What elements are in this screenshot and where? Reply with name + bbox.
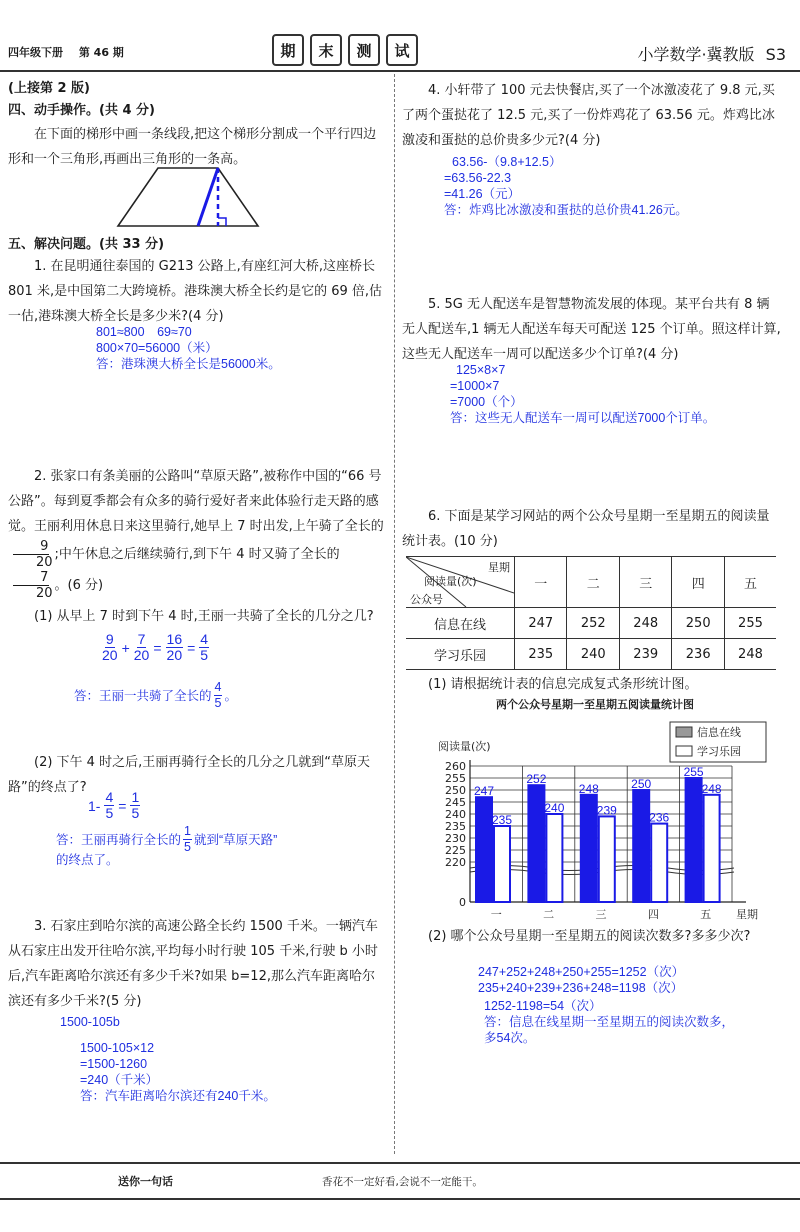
bar-series2 bbox=[704, 795, 720, 902]
q5-answer4: 答：这些无人配送车一周可以配送7000个订单。 bbox=[450, 411, 716, 425]
q3-answer0: 1500-105b bbox=[60, 1015, 120, 1029]
footer-label: 送你一句话 bbox=[118, 1175, 173, 1188]
corner-label-account: 公众号 bbox=[410, 593, 443, 606]
section5-title: 五、解决问题。(共 33 分) bbox=[8, 237, 165, 252]
q4-answer4: 答：炸鸡比冰激凌和蛋挞的总价贵41.26元。 bbox=[444, 203, 688, 217]
y-tick-label: 220 bbox=[445, 856, 466, 869]
bar-value-label: 236 bbox=[649, 810, 670, 825]
table-cell: 239 bbox=[619, 639, 671, 670]
bar-value-label: 248 bbox=[701, 781, 722, 796]
q6-sub2: (2) 哪个公众号星期一至星期五的阅读次数多?多多少次? bbox=[428, 929, 751, 944]
table-cell: 252 bbox=[567, 608, 619, 639]
title-char: 试 bbox=[386, 34, 418, 66]
title-char: 测 bbox=[348, 34, 380, 66]
q2-text-c: 。(6 分) bbox=[54, 578, 104, 593]
bar-series1 bbox=[633, 790, 649, 902]
fraction: $\frac{9}{20}$ bbox=[102, 631, 118, 663]
q6-answer1: 247+252+248+250+255=1252（次） bbox=[478, 965, 685, 979]
bar-value-label: 248 bbox=[578, 781, 599, 796]
q2-answer2-line2: 的终点了。 bbox=[56, 853, 119, 867]
bar-series1 bbox=[476, 797, 492, 902]
x-tick-label: 一 bbox=[490, 908, 502, 921]
fraction: $\frac{16}{20}$ bbox=[166, 631, 183, 663]
q6-answer4: 答：信息在线星期一至星期五的阅读次数多， bbox=[484, 1015, 735, 1029]
q3-answer4: 答：汽车距离哈尔滨还有240千米。 bbox=[80, 1089, 276, 1103]
chart-title: 两个公众号星期一至星期五阅读量统计图 bbox=[496, 698, 694, 711]
legend-label-series1: 信息在线 bbox=[697, 726, 741, 739]
bar-value-label: 250 bbox=[631, 777, 652, 791]
q2-answer1: 答：王丽一共骑了全长的 $\frac{4}{5}$ 。 bbox=[74, 680, 237, 710]
q2-text-a: 2. 张家口有条美丽的公路叫“草原天路”,被称作中国的“66 号公路”。每到夏季都会有众多的骑行爱好者来此体验行走天路的感觉。王丽利用休息日来这里骑行,她早上 7 时出发,上午骑了全长的 bbox=[8, 469, 384, 534]
y-tick-label: 0 bbox=[459, 896, 466, 909]
grade-label: 四年级下册 bbox=[8, 46, 63, 59]
footer-bar bbox=[0, 1162, 800, 1200]
table-cell: 240 bbox=[567, 639, 619, 670]
table-cell: 236 bbox=[672, 639, 724, 670]
q3-text: 3. 石家庄到哈尔滨的高速公路全长约 1500 千米。一辆汽车从石家庄出发开往哈尔滨,平均每小时行驶 105 千米,行驶 b 小时后,汽车距离哈尔滨还有多少千米?如果 b=12,那么汽车距离哈尔滨还有多少千米?(5 分) bbox=[8, 919, 378, 1009]
bar-series1 bbox=[528, 785, 544, 902]
table-header-row bbox=[406, 557, 776, 608]
y-tick-label: 250 bbox=[445, 784, 466, 797]
table-cell: 248 bbox=[724, 639, 776, 670]
q6-text: 6. 下面是某学习网站的两个公众号星期一至星期五的阅读量统计表。(10 分) bbox=[402, 509, 770, 549]
y-tick-label: 260 bbox=[445, 760, 466, 773]
y-tick-label: 255 bbox=[445, 772, 466, 785]
table-row bbox=[406, 639, 776, 670]
q1-answer-line2: 800×70=56000（米） bbox=[96, 341, 218, 355]
fraction-9-20: $\frac{9}{20}$ bbox=[10, 539, 53, 570]
x-tick-label: 三 bbox=[595, 908, 607, 921]
fraction: $\frac{4}{5}$ bbox=[214, 680, 222, 710]
x-axis-label: 星期 bbox=[736, 908, 758, 921]
plus-sign: + bbox=[121, 639, 130, 656]
fraction: $\frac{1}{5}$ bbox=[131, 789, 140, 821]
bar-value-label: 235 bbox=[491, 813, 513, 827]
header-right bbox=[637, 42, 786, 65]
y-tick-label: 245 bbox=[445, 796, 466, 809]
fraction: $\frac{4}{5}$ bbox=[200, 631, 209, 663]
footer-quote: 香花不一定好看,会说不一定能干。 bbox=[322, 1176, 483, 1188]
trapezoid-figure bbox=[108, 164, 268, 230]
subject-label: 小学数学·冀教版 bbox=[637, 45, 755, 64]
fraction: $\frac{7}{20}$ bbox=[133, 631, 150, 663]
q2-calc2: 1- $\frac{4}{5}$ = $\frac{1}{5}$ bbox=[88, 789, 140, 821]
q3-answer1: 1500-105×12 bbox=[80, 1041, 155, 1055]
table-cell: 255 bbox=[724, 608, 776, 639]
q5-answer3: =7000（个） bbox=[450, 395, 523, 409]
x-tick-label: 四 bbox=[647, 908, 659, 921]
table-cell: 247 bbox=[515, 608, 567, 639]
q2-sub1: (1) 从早上 7 时到下午 4 时,王丽一共骑了全长的几分之几? bbox=[34, 609, 374, 624]
day-header: 三 bbox=[619, 557, 671, 608]
q6-answer2: 235+240+239+236+248=1198（次） bbox=[478, 981, 684, 995]
bar-value-label: 239 bbox=[596, 803, 617, 818]
title-char: 末 bbox=[310, 34, 342, 66]
q4-text: 4. 小轩带了 100 元去快餐店,买了一个冰激凌花了 9.8 元,买了两个蛋挞花了 12.5 元,买了一份炸鸡花了 63.56 元。炸鸡比冰激凌和蛋挞的总价贵多少元?(4 分) bbox=[402, 83, 775, 148]
reading-stats-table bbox=[406, 556, 776, 670]
table-row bbox=[406, 608, 776, 639]
bar-series1 bbox=[581, 795, 597, 902]
q4-answer2: =63.56-22.3 bbox=[444, 171, 512, 185]
fraction: $\frac{1}{5}$ bbox=[184, 824, 191, 854]
fraction-7-20: $\frac{7}{20}$ bbox=[10, 570, 53, 601]
y-tick-label: 225 bbox=[445, 844, 466, 857]
continue-note: (上接第 2 版) bbox=[8, 81, 90, 96]
day-header: 四 bbox=[672, 557, 724, 608]
table-cell: 248 bbox=[619, 608, 671, 639]
q5-answer1: 125×8×7 bbox=[456, 363, 506, 377]
q2-calc1 bbox=[100, 632, 211, 663]
corner-label-reads: 阅读量(次) bbox=[424, 575, 477, 588]
q1-text: 1. 在昆明通往泰国的 G213 公路上,有座红河大桥,这座桥长 801 米,是中国第二大跨境桥。港珠澳大桥全长约是它的 69 倍,估一估,港珠澳大桥全长是多少米?(4 分) bbox=[8, 259, 383, 324]
bar-value-label: 240 bbox=[544, 801, 565, 815]
equals-sign: = bbox=[153, 639, 162, 656]
fraction: $\frac{4}{5}$ bbox=[105, 789, 114, 821]
bar-series2 bbox=[546, 814, 562, 902]
account-name: 学习乐园 bbox=[406, 639, 515, 670]
exam-title bbox=[272, 34, 418, 66]
bar-value-label: 255 bbox=[683, 765, 704, 779]
bar-series2 bbox=[651, 824, 667, 902]
bar-value-label: 247 bbox=[473, 784, 495, 799]
table-cell: 250 bbox=[672, 608, 724, 639]
q2-text bbox=[8, 464, 384, 601]
y-axis-label: 阅读量(次) bbox=[438, 740, 491, 753]
y-tick-label: 240 bbox=[445, 808, 466, 821]
y-tick-label: 230 bbox=[445, 832, 466, 845]
section4-title: 四、动手操作。(共 4 分) bbox=[8, 103, 155, 118]
table-cell: 235 bbox=[515, 639, 567, 670]
day-header: 五 bbox=[724, 557, 776, 608]
q3-answer2: =1500-1260 bbox=[80, 1057, 148, 1071]
legend-label-series2: 学习乐园 bbox=[697, 745, 741, 758]
legend-swatch-series1 bbox=[676, 727, 692, 737]
x-tick-label: 五 bbox=[700, 908, 712, 921]
q4-answer1: 63.56-（9.8+12.5） bbox=[452, 155, 562, 169]
title-char: 期 bbox=[272, 34, 304, 66]
equals-sign: = bbox=[118, 797, 127, 814]
double-bar-chart bbox=[400, 692, 790, 924]
day-header: 二 bbox=[567, 557, 619, 608]
corner-cell bbox=[406, 557, 515, 608]
day-header: 一 bbox=[515, 557, 567, 608]
q4-answer3: =41.26（元） bbox=[444, 187, 521, 201]
header-rule bbox=[0, 70, 800, 72]
bar-value-label: 252 bbox=[526, 772, 547, 787]
y-tick-label: 235 bbox=[445, 820, 466, 833]
legend-swatch-series2 bbox=[676, 746, 692, 756]
q6-sub1: (1) 请根据统计表的信息完成复式条形统计图。 bbox=[428, 677, 698, 692]
header-left bbox=[8, 44, 136, 60]
equals-sign: = bbox=[187, 639, 196, 656]
bar-series1 bbox=[686, 778, 702, 902]
q2-sub2: (2) 下午 4 时之后,王丽再骑行全长的几分之几就到“草原天路”的终点了? bbox=[8, 755, 370, 795]
q1-answer-line1: 801≈800 69≈70 bbox=[96, 325, 192, 339]
page-number: S3 bbox=[765, 45, 786, 64]
section4-text: 在下面的梯形中画一条线段,把这个梯形分割成一个平行四边形和一个三角形,再画出三角形的一条高。 bbox=[8, 127, 377, 167]
account-name: 信息在线 bbox=[406, 608, 515, 639]
corner-label-day: 星期 bbox=[488, 561, 510, 574]
q6-answer5: 多54次。 bbox=[484, 1031, 536, 1045]
x-tick-label: 二 bbox=[543, 908, 555, 921]
q2-text-b: ;中午休息之后继续骑行,到下午 4 时又骑了全长的 bbox=[54, 547, 340, 562]
q3-answer3: =240（千米） bbox=[80, 1073, 159, 1087]
q1-answer-line3: 答：港珠澳大桥全长是56000米。 bbox=[96, 357, 281, 371]
column-divider bbox=[394, 74, 395, 1154]
q2-answer2: 答：王丽再骑行全长的 $\frac{1}{5}$ 就到“草原天路” bbox=[56, 824, 278, 854]
q5-answer2: =1000×7 bbox=[450, 379, 500, 393]
q6-answer3: 1252-1198=54（次） bbox=[484, 999, 602, 1013]
bar-series2 bbox=[599, 816, 615, 902]
issue-label: 第 46 期 bbox=[78, 46, 124, 59]
bar-series2 bbox=[494, 826, 510, 902]
q5-text: 5. 5G 无人配送车是智慧物流发展的体现。某平台共有 8 辆无人配送车,1 辆无人配送车每天可配送 125 个订单。照这样计算,这些无人配送车一周可以配送多少个订单?(4 分) bbox=[402, 297, 781, 362]
